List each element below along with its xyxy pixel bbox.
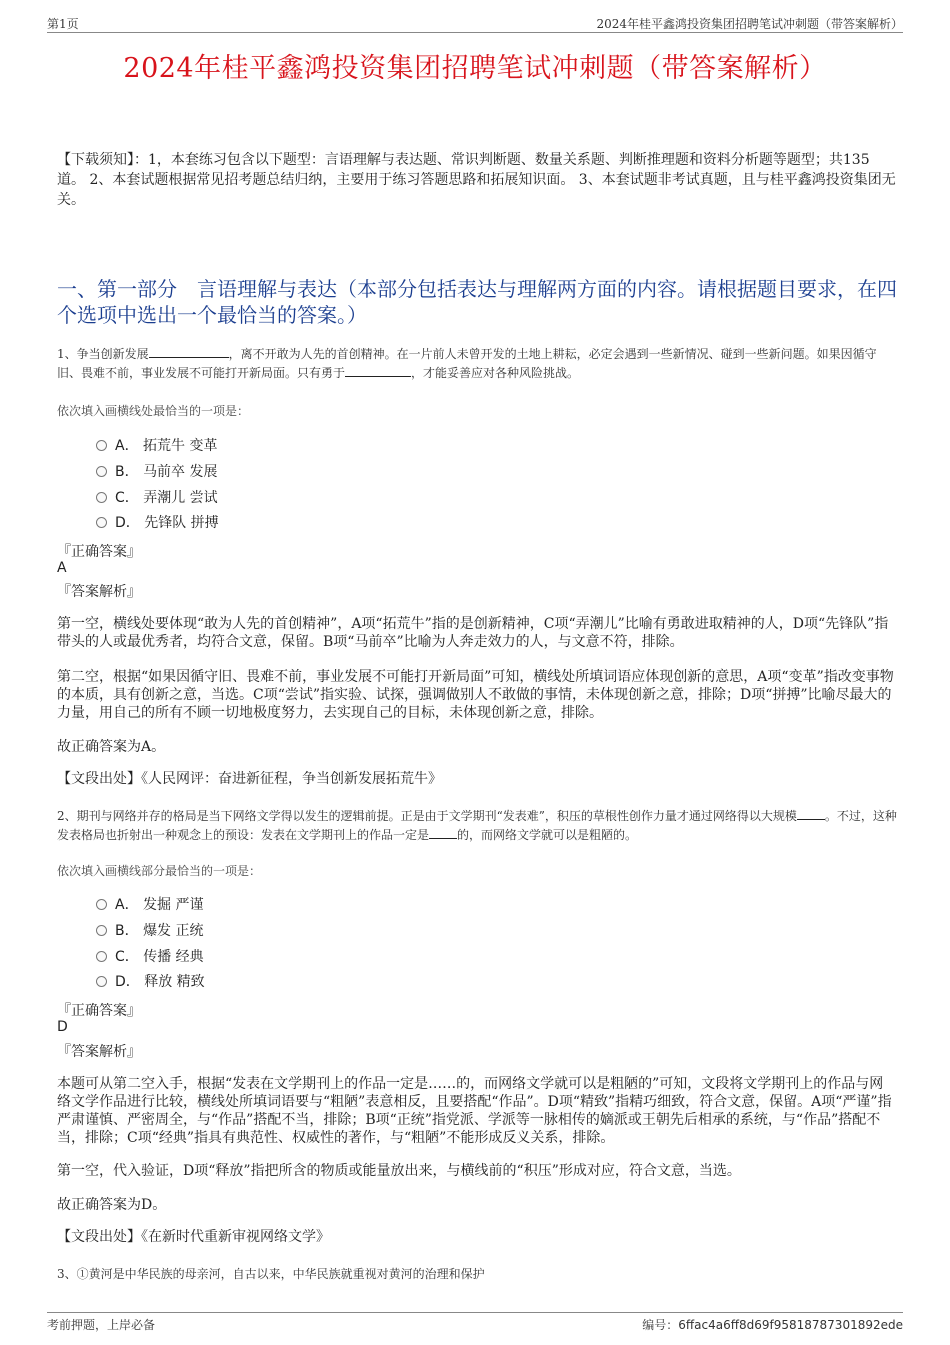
question-1-stem: [57, 345, 897, 383]
question-1-option-d[interactable]: D． 先锋队 拼搏: [96, 513, 219, 533]
question-2-option-b[interactable]: B． 爆发 正统: [96, 921, 204, 941]
question-2-text-c: 的，而网络文学就可以是粗陋的。: [457, 828, 638, 842]
question-1-analysis-2: 第二空，根据“如果因循守旧、畏难不前，事业发展不可能打开新局面”可知，横线处所填词语应体现创新的意思，A项“变革”指改变事物的本质，具有创新之意，当选。C项“尝试”指实验、试探，强调做别人不敢做的事情，未体现创新之意，排除；D项“拼搏”比喻尽最大的力量，用自己的所有不顾一切地极度努力，去实现自己的目标，未体现创新之意，排除。: [57, 669, 894, 721]
question-1-analysis-3: 故正确答案为A。: [57, 739, 166, 755]
question-1-option-b[interactable]: B． 马前卒 发展: [96, 462, 218, 482]
question-3-stem: 3、①黄河是中华民族的母亲河，自古以来，中华民族就重视对黄河的治理和保护: [57, 1267, 485, 1281]
question-1-text-c: ，才能妥善应对各种风险挑战。: [411, 366, 580, 380]
footer-slogan: 考前押题，上岸必备: [47, 1318, 156, 1332]
question-2-stem: [57, 807, 897, 845]
radio-icon[interactable]: [96, 517, 107, 528]
document-title: 2024年桂平鑫鸿投资集团招聘笔试冲刺题（带答案解析）: [123, 53, 827, 84]
footer-code-value: 6ffac4a6ff8d69f95818787301892ede: [678, 1318, 903, 1332]
download-notice: 【下载须知】：1，本套练习包含以下题型：言语理解与表达题、常识判断题、数量关系题、判断推理题和资料分析题等题型；共135道。 2、本套试题根据常见招考题总结归纳，主要用于练习答题思路和拓展知识面。 3、本套试题非考试真题，且与桂平鑫鸿投资集团无关。: [57, 152, 896, 208]
page-footer: [47, 1312, 903, 1335]
question-1-text-b: ，离不开敢为人先的首创精神。在一片前人未曾开发的土地上耕耘，必定会遇到一些新情况、碰到一些新问题。如果因循守旧、畏难不前，事业发展不可能打开新局面。只有勇于: [57, 347, 877, 380]
radio-icon[interactable]: [96, 925, 107, 936]
question-1-option-a[interactable]: A． 拓荒牛 变革: [96, 436, 217, 456]
question-1-blank-1: [149, 345, 229, 358]
question-1-option-c[interactable]: C． 弄潮儿 尝试: [96, 488, 218, 508]
radio-icon[interactable]: [96, 466, 107, 477]
question-1-answer: A: [57, 560, 67, 576]
question-2-analysis-2: 第一空，代入验证，D项“释放”指把所含的物质或能量放出来，与横线前的“积压”形成对应，符合文意，当选。: [57, 1163, 741, 1179]
question-2-answer: D: [57, 1019, 68, 1035]
question-1-prompt: 依次填入画横线处最恰当的一项是：: [57, 404, 250, 418]
question-1-text-a: 1、争当创新发展: [57, 347, 149, 361]
question-2-blank-2: [429, 826, 457, 839]
question-2-text-b: 。不过，这种发表格局也折射出一种观念上的预设：发表在文学期刊上的作品一定是: [57, 809, 897, 842]
correct-answer-label: 『正确答案』: [57, 544, 141, 560]
question-2-option-d[interactable]: D． 释放 精致: [96, 972, 205, 992]
question-2-text-a: 2、期刊与网络并存的格局是当下网络文学得以发生的逻辑前提。正是由于文学期刊“发表难”，积压的草根性创作力量才通过网络得以大规模: [57, 809, 797, 823]
question-2-source: 【文段出处】《在新时代重新审视网络文学》: [57, 1229, 330, 1245]
radio-icon[interactable]: [96, 899, 107, 910]
page-number: 第1页: [47, 17, 79, 31]
header-doc-title: 2024年桂平鑫鸿投资集团招聘笔试冲刺题（带答案解析）: [596, 17, 903, 31]
question-2-option-a[interactable]: A． 发掘 严谨: [96, 895, 203, 915]
radio-icon[interactable]: [96, 951, 107, 962]
question-2-analysis-1: 本题可从第二空入手，根据“发表在文学期刊上的作品一定是……的，而网络文学就可以是粗陋的”可知，文段将文学期刊上的作品与网络文学作品进行比较，横线处所填词语要与“粗陋”表意相反，且要搭配“作品”。D项“精致”指精巧细致，符合文意，保留。A项“严谨”指严肃谨慎、严密周全，与“作品”搭配不当，排除；B项“正统”指党派、学派等一脉相传的嫡派或王朝先后相承的系统，与“作品”搭配不当，排除；C项“经典”指具有典范性、权威性的著作，与“粗陋”不能形成反义关系，排除。: [57, 1076, 892, 1146]
question-1-analysis-1: 第一空，横线处要体现“敢为人先的首创精神”，A项“拓荒牛”指的是创新精神，C项“弄潮儿”比喻有勇敢进取精神的人，D项“先锋队”指带头的人或最优秀者，均符合文意，保留。B项“马前卒”比喻为人奔走效力的人，与文意不符，排除。: [57, 616, 889, 650]
question-1-source: 【文段出处】《人民网评：奋进新征程，争当创新发展拓荒牛》: [57, 771, 442, 787]
analysis-label: 『答案解析』: [57, 584, 141, 600]
footer-code: [642, 1316, 903, 1333]
page-header: [47, 14, 903, 33]
radio-icon[interactable]: [96, 976, 107, 987]
question-2-blank-1: [797, 807, 825, 820]
correct-answer-label: 『正确答案』: [57, 1003, 141, 1019]
question-2-prompt: 依次填入画横线部分最恰当的一项是：: [57, 864, 262, 878]
question-2-option-c[interactable]: C． 传播 经典: [96, 947, 204, 967]
question-1-blank-2: [345, 364, 411, 377]
analysis-label: 『答案解析』: [57, 1044, 141, 1060]
footer-code-label: 编号：: [642, 1318, 679, 1332]
section-heading: 一、第一部分 言语理解与表达（本部分包括表达与理解两方面的内容。请根据题目要求，在四个选项中选出一个最恰当的答案。）: [57, 277, 897, 327]
radio-icon[interactable]: [96, 440, 107, 451]
radio-icon[interactable]: [96, 492, 107, 503]
question-2-analysis-3: 故正确答案为D。: [57, 1197, 167, 1213]
